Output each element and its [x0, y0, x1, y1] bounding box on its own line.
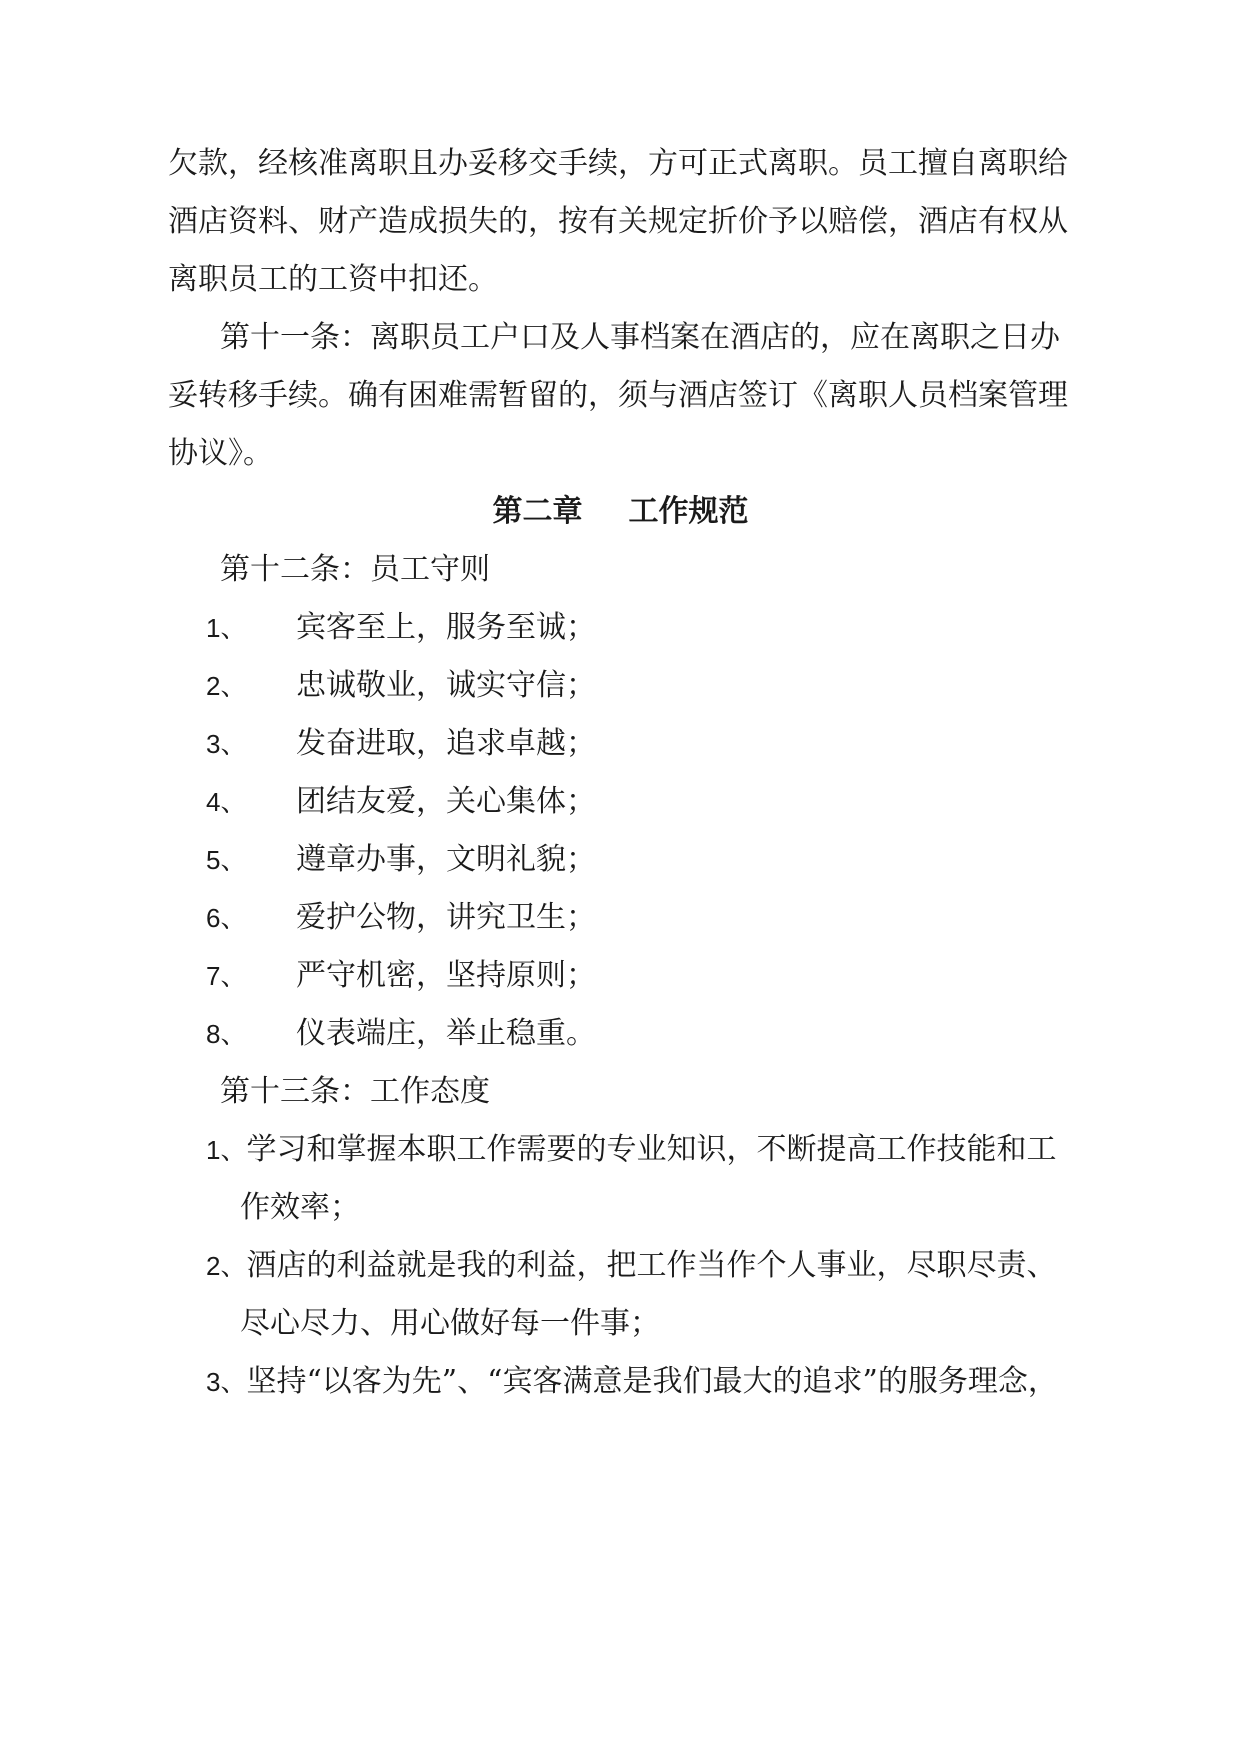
list-text: 遵章办事，文明礼貌；: [296, 842, 596, 877]
list-item: [206, 956, 596, 996]
list-item: [206, 1246, 1056, 1286]
list-text: 酒店的利益就是我的利益，把工作当作个人事业，尽职尽责、: [246, 1248, 1057, 1283]
list-number: 2、: [206, 1251, 247, 1281]
list-item: [206, 1014, 596, 1054]
list-text: 团结友爱，关心集体；: [296, 784, 596, 819]
list-number: 2、: [206, 671, 247, 701]
paragraph-line: 妥转移手续。确有困难需暂留的，须与酒店签订《离职人员档案管理: [168, 378, 1068, 413]
list-number: 4、: [206, 787, 247, 817]
paragraph-line: 离职员工的工资中扣还。: [168, 262, 498, 297]
list-text: 严守机密，坚持原则；: [296, 958, 596, 993]
list-item: [206, 782, 596, 822]
list-text: 宾客至上，服务至诚；: [296, 610, 596, 645]
list-item: [206, 898, 596, 938]
list-item: [206, 724, 596, 764]
list-number: 3、: [206, 1367, 247, 1397]
list-item: [206, 666, 596, 706]
list-text: 仪表端庄，举止稳重。: [296, 1016, 596, 1051]
list-text: 学习和掌握本职工作需要的专业知识，不断提高工作技能和工: [246, 1132, 1057, 1167]
paragraph-line: 第十一条：离职员工户口及人事档案在酒店的，应在离职之日办: [220, 320, 1060, 355]
paragraph-line: 欠款，经核准离职且办妥移交手续，方可正式离职。员工擅自离职给: [168, 146, 1068, 181]
article-title: 第十二条：员工守则: [220, 552, 490, 587]
list-item: [206, 840, 596, 880]
list-item: [206, 1362, 1058, 1402]
list-text: 爱护公物，讲究卫生；: [296, 900, 596, 935]
list-number: 6、: [206, 903, 247, 933]
chapter-title: 工作规范: [628, 494, 749, 529]
list-number: 1、: [206, 613, 247, 643]
chapter-heading: [0, 492, 1241, 532]
paragraph-line: 协议》。: [168, 436, 273, 471]
article-title: 第十三条：工作态度: [220, 1074, 490, 1109]
list-text: 忠诚敬业，诚实守信；: [296, 668, 596, 703]
list-number: 5、: [206, 845, 247, 875]
list-number: 7、: [206, 961, 247, 991]
list-number: 1、: [206, 1135, 247, 1165]
chapter-number: 第二章: [492, 494, 583, 529]
list-number: 3、: [206, 729, 247, 759]
list-item: [206, 608, 596, 648]
list-number: 8、: [206, 1019, 247, 1049]
list-text-continuation: 作效率；: [240, 1190, 360, 1225]
list-text: 坚持“以客为先”、“宾客满意是我们最大的追求”的服务理念，: [246, 1364, 1058, 1399]
paragraph-line: 酒店资料、财产造成损失的，按有关规定折价予以赔偿，酒店有权从: [168, 204, 1068, 239]
list-text: 发奋进取，追求卓越；: [296, 726, 596, 761]
list-text-continuation: 尽心尽力、用心做好每一件事；: [240, 1306, 660, 1341]
list-item: [206, 1130, 1056, 1170]
